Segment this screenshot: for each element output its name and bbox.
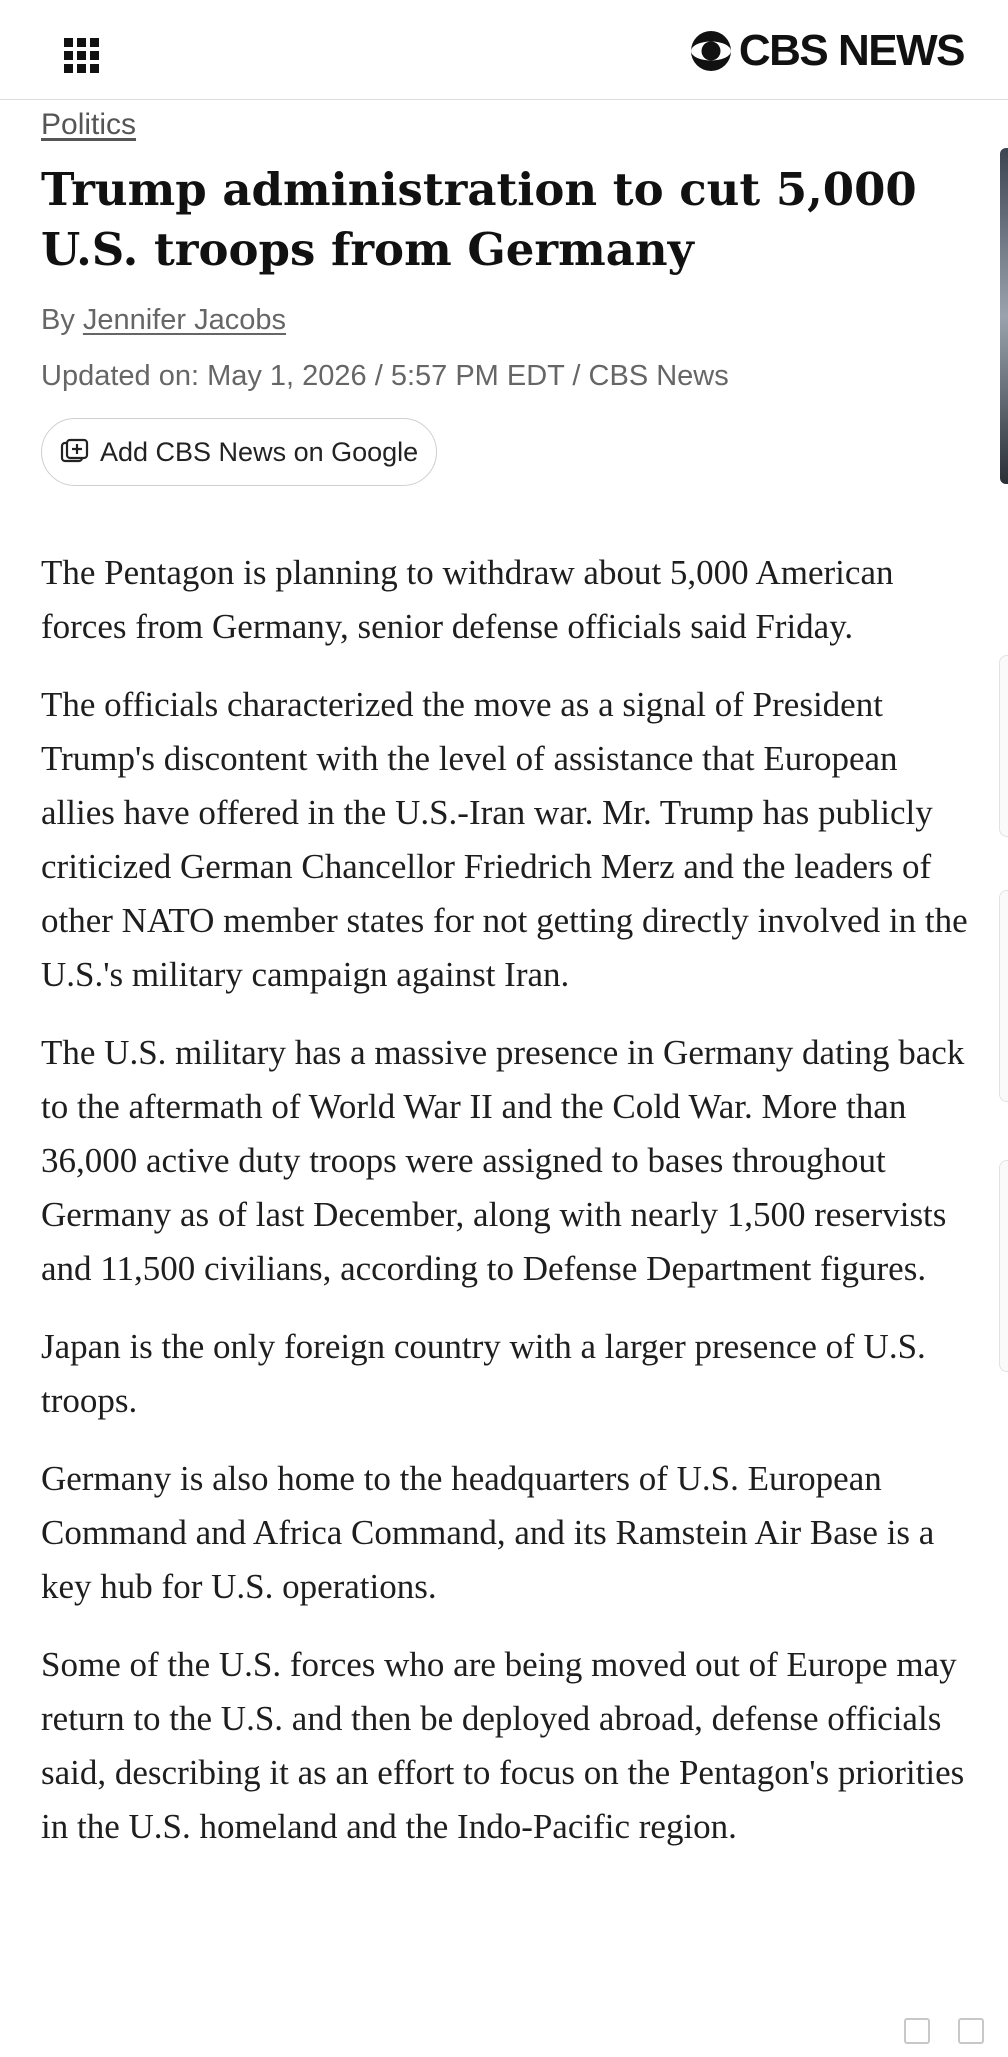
article-paragraph: Germany is also home to the headquarters of U.S. European Command and Africa Command, and its Ramstein Air Base is a key hub for U.S. operations. — [41, 1459, 935, 1606]
article-container — [41, 100, 968, 1878]
updated-timestamp: Updated on: May 1, 2026 / 5:57 PM EDT / CBS News — [41, 360, 729, 392]
article-paragraph: Japan is the only foreign country with a larger presence of U.S. troops. — [41, 1327, 926, 1420]
share-icon[interactable] — [904, 2018, 930, 2044]
article-body — [41, 546, 971, 1854]
add-cbs-on-google-button[interactable] — [41, 418, 437, 486]
article-paragraph: The officials characterized the move as a signal of President Trump's discontent with the level of assistance that European allies have offered in the U.S.-Iran war. Mr. Trump has publicly criticized German Chancellor Friedrich Merz and the leaders of other NATO member states for not getting directly involved in the U.S.'s military campaign against Iran. — [41, 685, 968, 994]
site-header — [0, 0, 1008, 100]
logo-text: CBS NEWS — [738, 26, 964, 75]
sidebar-card-edge[interactable] — [999, 1160, 1008, 1372]
grid-menu-icon[interactable] — [64, 38, 100, 74]
add-source-icon — [60, 438, 90, 466]
browser-toolbar-fade — [814, 2011, 984, 2051]
article-paragraph: The U.S. military has a massive presence in Germany dating back to the aftermath of World War II and the Cold War. More than 36,000 active duty troops were assigned to bases throughout Germany as of last December, along with nearly 1,500 reservists and 11,500 civilians, according to Defense Department figures. — [41, 1033, 965, 1288]
cbs-news-logo[interactable] — [689, 26, 964, 76]
tabs-icon[interactable] — [958, 2018, 984, 2044]
byline-prefix: By — [41, 304, 75, 336]
sidebar-card-edge[interactable] — [999, 655, 1008, 837]
page-title — [41, 160, 941, 280]
google-button-label: Add CBS News on Google — [100, 436, 419, 467]
headline-line: U.S. troops from Germany — [41, 223, 694, 276]
headline-line: Trump administration to cut 5,000 — [41, 163, 917, 216]
cbs-eye-icon — [689, 29, 733, 73]
sidebar-card-edge[interactable] — [999, 890, 1008, 1102]
author-link[interactable]: Jennifer Jacobs — [82, 304, 287, 336]
article-paragraph: The Pentagon is planning to withdraw about 5,000 American forces from Germany, senior defense officials said Friday. — [41, 553, 894, 646]
article-paragraph: Some of the U.S. forces who are being moved out of Europe may return to the U.S. and then be deployed abroad, defense officials said, describing it as an effort to focus on the Pentagon's priorities in the U.S. homeland and the Indo-Pacific region. — [41, 1645, 965, 1846]
category-link[interactable]: Politics — [41, 108, 137, 141]
sidebar-image-edge[interactable] — [1000, 148, 1008, 484]
byline — [41, 300, 961, 340]
